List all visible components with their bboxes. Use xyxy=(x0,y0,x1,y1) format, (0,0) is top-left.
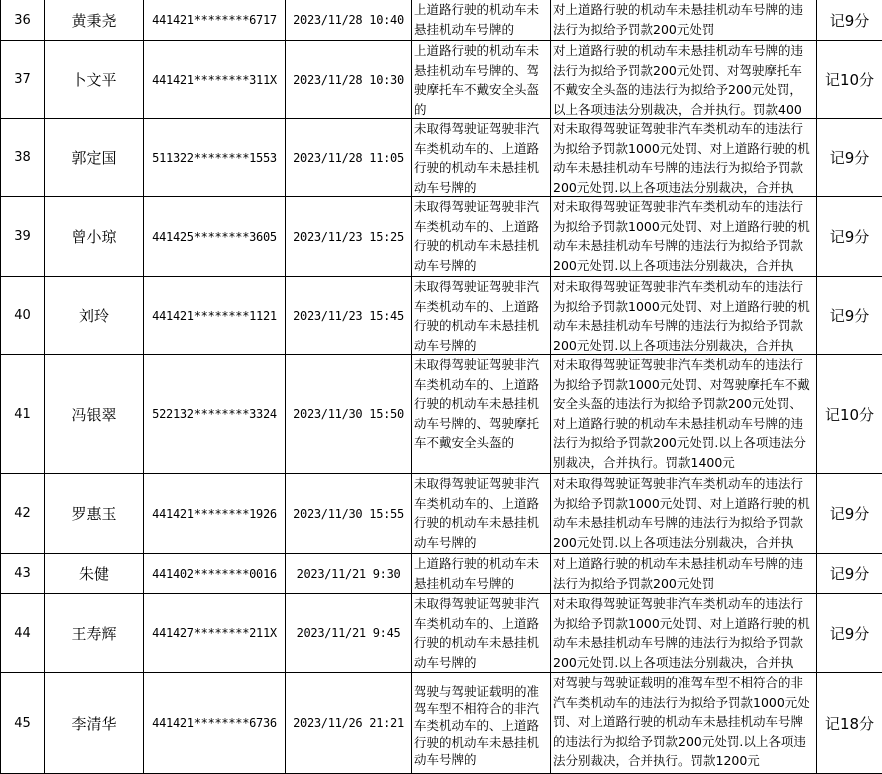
penalty-decision-text: 对上道路行驶的机动车未悬挂机动车号牌的违法行为拟给予罚款200元处罚 xyxy=(553,556,804,591)
penalty-decision-text: 对未取得驾驶证驾驶非汽车类机动车的违法行为拟给予罚款1000元处罚、对上道路行驶的机动车未悬挂机动车号牌的违法行为拟给予罚款200元处罚.以上各项违法分别裁决，合并执 xyxy=(553,596,810,670)
person-name: 郭定国 xyxy=(45,119,144,197)
penalty-decision xyxy=(551,594,817,673)
table-row xyxy=(1,197,882,277)
id-number: 522132********3324 xyxy=(144,355,286,474)
person-name: 黄秉尧 xyxy=(45,0,144,41)
person-name: 曾小琼 xyxy=(45,197,144,277)
penalty-points: 记9分 xyxy=(817,594,882,673)
violation-description-text: 上道路行驶的机动车未悬挂机动车号牌的 xyxy=(414,556,540,591)
penalty-decision-text: 对上道路行驶的机动车未悬挂机动车号牌的违法行为拟给予罚款200元处罚、对驾驶摩托车不戴安全头盔的违法行为拟给予200元处罚，以上各项违法分别裁决，合并执行。罚款400 xyxy=(553,43,804,117)
penalty-decision-text: 对驾驶与驾驶证载明的准驾车型不相符合的非汽车类机动车的违法行为拟给予罚款1000元处罚、对上道路行驶的机动车未悬挂机动车号牌的违法行为拟给予罚款200元处罚.以上各项违法分别裁决，合并执行。罚款1200元 xyxy=(553,675,810,768)
violation-description xyxy=(412,355,551,474)
violation-description xyxy=(412,554,551,594)
person-name: 刘玲 xyxy=(45,277,144,355)
violation-time: 2023/11/26 21:21 xyxy=(286,673,412,774)
penalty-points: 记9分 xyxy=(817,277,882,355)
violation-description-text: 未取得驾驶证驾驶非汽车类机动车的、上道路行驶的机动车未悬挂机动车号牌的、驾驶摩托车不戴安全头盔的 xyxy=(414,357,540,450)
row-number: 40 xyxy=(1,277,45,355)
row-number: 39 xyxy=(1,197,45,277)
penalty-decision xyxy=(551,355,817,474)
person-name: 冯银翠 xyxy=(45,355,144,474)
row-number: 42 xyxy=(1,474,45,554)
id-number: 441421********1121 xyxy=(144,277,286,355)
violation-description-text: 未取得驾驶证驾驶非汽车类机动车的、上道路行驶的机动车未悬挂机动车号牌的 xyxy=(414,279,540,353)
violation-time: 2023/11/28 10:40 xyxy=(286,0,412,41)
penalty-points: 记9分 xyxy=(817,197,882,277)
violation-description xyxy=(412,0,551,41)
violation-time: 2023/11/23 15:45 xyxy=(286,277,412,355)
violation-description-text: 驾驶与驾驶证载明的准驾车型不相符合的非汽车类机动车的、上道路行驶的机动车未悬挂机动车号牌的 xyxy=(414,684,540,767)
violation-description xyxy=(412,277,551,355)
violation-description xyxy=(412,119,551,197)
violation-time: 2023/11/21 9:30 xyxy=(286,554,412,594)
id-number: 441402********0016 xyxy=(144,554,286,594)
penalty-points: 记10分 xyxy=(817,41,882,119)
row-number: 43 xyxy=(1,554,45,594)
penalty-decision xyxy=(551,0,817,41)
person-name: 王寿辉 xyxy=(45,594,144,673)
penalty-decision xyxy=(551,197,817,277)
penalty-decision xyxy=(551,474,817,554)
person-name: 朱健 xyxy=(45,554,144,594)
id-number: 441421********6717 xyxy=(144,0,286,41)
violation-description-text: 未取得驾驶证驾驶非汽车类机动车的、上道路行驶的机动车未悬挂机动车号牌的 xyxy=(414,199,540,273)
row-number: 36 xyxy=(1,0,45,41)
violation-time: 2023/11/28 10:30 xyxy=(286,41,412,119)
penalty-points: 记9分 xyxy=(817,554,882,594)
id-number: 511322********1553 xyxy=(144,119,286,197)
violation-description xyxy=(412,594,551,673)
table-row xyxy=(1,119,882,197)
penalty-decision-text: 对未取得驾驶证驾驶非汽车类机动车的违法行为拟给予罚款1000元处罚、对驾驶摩托车不戴安全头盔的违法行为拟给予罚款200元处罚、对上道路行驶的机动车未悬挂机动车号牌的违法行为拟给予罚款200元处罚.以上各项违法分别裁决，合并执行。罚款1400元 xyxy=(553,357,810,470)
violation-description xyxy=(412,41,551,119)
row-number: 41 xyxy=(1,355,45,474)
person-name: 罗惠玉 xyxy=(45,474,144,554)
id-number: 441421********311X xyxy=(144,41,286,119)
penalty-decision-text: 对未取得驾驶证驾驶非汽车类机动车的违法行为拟给予罚款1000元处罚、对上道路行驶的机动车未悬挂机动车号牌的违法行为拟给予罚款200元处罚.以上各项违法分别裁决，合并执 xyxy=(553,279,810,353)
penalty-points: 记9分 xyxy=(817,474,882,554)
penalty-decision xyxy=(551,41,817,119)
penalty-decision-text: 对未取得驾驶证驾驶非汽车类机动车的违法行为拟给予罚款1000元处罚、对上道路行驶的机动车未悬挂机动车号牌的违法行为拟给予罚款200元处罚.以上各项违法分别裁决，合并执 xyxy=(553,199,810,273)
penalty-decision xyxy=(551,673,817,774)
penalty-decision-text: 对未取得驾驶证驾驶非汽车类机动车的违法行为拟给予罚款1000元处罚、对上道路行驶的机动车未悬挂机动车号牌的违法行为拟给予罚款200元处罚.以上各项违法分别裁决，合并执 xyxy=(553,476,810,550)
violation-description-text: 上道路行驶的机动车未悬挂机动车号牌的、驾驶摩托车不戴安全头盔的 xyxy=(414,43,540,117)
violation-description-text: 未取得驾驶证驾驶非汽车类机动车的、上道路行驶的机动车未悬挂机动车号牌的 xyxy=(414,476,540,550)
id-number: 441421********6736 xyxy=(144,673,286,774)
table-row xyxy=(1,474,882,554)
penalty-decision xyxy=(551,277,817,355)
violation-description-text: 未取得驾驶证驾驶非汽车类机动车的、上道路行驶的机动车未悬挂机动车号牌的 xyxy=(414,596,540,670)
violation-description xyxy=(412,474,551,554)
violation-time: 2023/11/30 15:55 xyxy=(286,474,412,554)
penalty-decision xyxy=(551,119,817,197)
penalty-points: 记9分 xyxy=(817,119,882,197)
person-name: 李清华 xyxy=(45,673,144,774)
violation-description-text: 未取得驾驶证驾驶非汽车类机动车的、上道路行驶的机动车未悬挂机动车号牌的 xyxy=(414,121,540,195)
table-row xyxy=(1,554,882,594)
person-name: 卜文平 xyxy=(45,41,144,119)
penalty-decision-text: 对上道路行驶的机动车未悬挂机动车号牌的违法行为拟给予罚款200元处罚 xyxy=(553,2,804,37)
penalty-decision xyxy=(551,554,817,594)
table-row xyxy=(1,355,882,474)
table-row xyxy=(1,0,882,41)
penalty-decision-text: 对未取得驾驶证驾驶非汽车类机动车的违法行为拟给予罚款1000元处罚、对上道路行驶的机动车未悬挂机动车号牌的违法行为拟给予罚款200元处罚.以上各项违法分别裁决，合并执 xyxy=(553,121,810,195)
violation-time: 2023/11/21 9:45 xyxy=(286,594,412,673)
id-number: 441427********211X xyxy=(144,594,286,673)
table-row xyxy=(1,594,882,673)
table-row xyxy=(1,41,882,119)
table-row xyxy=(1,277,882,355)
violation-description-text: 上道路行驶的机动车未悬挂机动车号牌的 xyxy=(414,2,540,37)
row-number: 45 xyxy=(1,673,45,774)
violation-description xyxy=(412,673,551,774)
violation-description xyxy=(412,197,551,277)
penalty-points: 记18分 xyxy=(817,673,882,774)
row-number: 37 xyxy=(1,41,45,119)
id-number: 441425********3605 xyxy=(144,197,286,277)
violation-time: 2023/11/30 15:50 xyxy=(286,355,412,474)
row-number: 44 xyxy=(1,594,45,673)
row-number: 38 xyxy=(1,119,45,197)
table-row xyxy=(1,673,882,774)
penalty-points: 记9分 xyxy=(817,0,882,41)
violation-time: 2023/11/28 11:05 xyxy=(286,119,412,197)
penalty-points: 记10分 xyxy=(817,355,882,474)
id-number: 441421********1926 xyxy=(144,474,286,554)
violation-time: 2023/11/23 15:25 xyxy=(286,197,412,277)
